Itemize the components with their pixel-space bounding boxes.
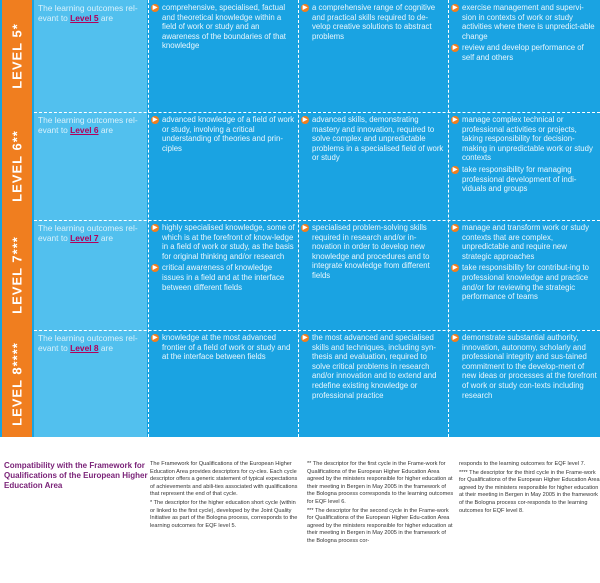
bullet-item (301, 3, 445, 41)
row-label (38, 333, 143, 353)
bullet-text: highly specialised knowledge, some of which is at the forefront of know-ledge in a field of work or study, as the basis for original thinking and/or research (162, 223, 295, 261)
row-label-cell (34, 112, 147, 220)
arrow-bullet-icon: ▶ (452, 225, 458, 231)
row-label-suffix: are (98, 125, 113, 135)
arrow-bullet-icon: ▶ (302, 225, 308, 231)
bullet-item (451, 3, 597, 41)
bullet-text: demonstrate substantial authority, innovation, autonomy, scholarly and professional integrity and sus-tained commitment to the develop-ment of new ideas or processes at the forefront of work or study con-texts including research (462, 333, 597, 400)
bullet-item (151, 115, 295, 153)
row-label (38, 3, 143, 23)
bullet-text: knowledge at the most advanced frontier of a field of work or study and at the interface between fields (162, 333, 291, 362)
level-tab (2, 0, 32, 112)
bullet-item (451, 223, 597, 261)
footnote-column-3 (459, 461, 600, 516)
bullet-text: comprehensive, specialised, factual and theoretical knowledge within a field of work or study and an awareness of the boundaries of that knowledge (162, 3, 286, 51)
bullet-text: advanced skills, demonstrating mastery and innovation, required to solve complex and unpredictable problems in a specialised field of work or study (312, 115, 444, 163)
bullet-text: advanced knowledge of a field of work or study, involving a critical understanding of theories and prin-ciples (162, 115, 295, 153)
row-label-level: Level 5 (70, 13, 99, 23)
row-divider (34, 112, 600, 113)
arrow-bullet-icon: ▶ (452, 117, 458, 123)
level-row (0, 330, 600, 437)
bullet-text: review and develop performance of self and others (462, 43, 584, 62)
bullet-item (451, 115, 597, 163)
arrow-bullet-icon: ▶ (302, 117, 308, 123)
row-label-suffix: are (98, 233, 113, 243)
bullet-item (151, 3, 295, 51)
arrow-bullet-icon: ▶ (152, 5, 158, 11)
footnote-paragraph: * The descriptor for the higher education short cycle (within or linked to the first cycle), developed by the Joint Quality Initiative as part of the Bologna process, corresponds to the learning outcomes for EQF level 5. (150, 499, 298, 529)
arrow-bullet-icon: ▶ (452, 45, 458, 52)
skills-cell (298, 330, 448, 437)
arrow-bullet-icon: ▶ (452, 166, 458, 173)
row-label (38, 115, 143, 135)
row-divider (34, 220, 600, 221)
footnote-paragraph: *** The descriptor for the second cycle in the Frame-work for Qualifications of the European Higher Edu-cation Area agreed by the ministers responsible for higher education at their meeting in Bergen in May 2005 in the framework of the Bologna process cor- (307, 507, 453, 544)
knowledge-cell (148, 112, 298, 220)
arrow-bullet-icon: ▶ (152, 117, 158, 123)
compatibility-heading: Compatibility with the Framework for Qualifications of the European Higher Education Area (4, 461, 148, 490)
bullet-text: take responsibility for managing professional development of indi-viduals and groups (462, 164, 577, 194)
level-row (0, 220, 600, 330)
row-label-prefix: The learning outcomes rel-evant to (38, 223, 138, 243)
arrow-bullet-icon: ▶ (152, 335, 158, 341)
skills-cell (298, 112, 448, 220)
bullet-text: a comprehensive range of cognitive and practical skills required to de-velop creative solutions to abstract problems (312, 3, 436, 41)
row-label-cell (34, 220, 147, 330)
row-label-level: Level 6 (70, 125, 99, 135)
row-label-cell (34, 330, 147, 437)
row-label-level: Level 7 (70, 233, 99, 243)
skills-cell (298, 220, 448, 330)
row-label-suffix: are (98, 13, 113, 23)
bullet-item (151, 263, 295, 292)
bullet-item (301, 333, 445, 400)
footnote-column-1 (150, 461, 302, 531)
row-label-prefix: The learning outcomes rel-evant to (38, 3, 138, 23)
arrow-bullet-icon: ▶ (302, 5, 308, 11)
row-divider (34, 330, 600, 331)
bullet-text: critical awareness of knowledge issues in a field and at the interface between different fields (162, 263, 285, 292)
knowledge-cell (148, 330, 298, 437)
bullet-item (301, 115, 445, 163)
level-tab (2, 112, 32, 220)
skills-cell (298, 0, 448, 112)
row-label (38, 223, 143, 243)
footnote-column-2 (307, 461, 455, 547)
footnote-paragraph: The Framework for Qualifications of the European Higher Education Area provides descriptors for cy-cles. Each cycle descriptor offers a generic statement of typical expectations of achievements and abili-ties associated with qualifications that represent the end of that cycle. (150, 461, 298, 498)
footnote-paragraph: **** The descriptor for the third cycle in the Frame-work for Qualifications of the European Higher Education Area agreed by the ministers responsible for higher education at their meeting in Bergen in May 2005 in the framework of the Bologna process cor-responds to the learning outcomes for EQF level 8. (459, 469, 600, 514)
level-tab (2, 220, 32, 330)
level-title: LEVEL 5* (9, 23, 25, 89)
level-row (0, 112, 600, 220)
bullet-text: manage complex technical or professional activities or projects, taking responsibility for decision-making in unpredictable work or study contexts (462, 115, 593, 163)
competence-cell (448, 330, 600, 437)
row-label-prefix: The learning outcomes rel-evant to (38, 333, 138, 353)
level-title: LEVEL 8**** (9, 341, 25, 426)
row-label-suffix: are (98, 343, 113, 353)
arrow-bullet-icon: ▶ (452, 335, 458, 341)
knowledge-cell (148, 220, 298, 330)
bullet-item (451, 43, 597, 62)
bullet-text: manage and transform work or study contexts that are complex, unpredictable and require new strategic approaches (462, 223, 589, 261)
row-label-prefix: The learning outcomes rel-evant to (38, 115, 138, 135)
level-title: LEVEL 7*** (9, 236, 25, 314)
arrow-bullet-icon: ▶ (452, 265, 458, 272)
row-label-level: Level 8 (70, 343, 99, 353)
bullet-item (151, 333, 295, 362)
level-row (0, 0, 600, 112)
arrow-bullet-icon: ▶ (452, 5, 458, 11)
competence-cell (448, 220, 600, 330)
competence-cell (448, 0, 600, 112)
level-tab (2, 330, 32, 437)
level-title: LEVEL 6** (9, 130, 25, 202)
row-label-cell (34, 0, 147, 112)
bullet-item (151, 223, 295, 261)
knowledge-cell (148, 0, 298, 112)
bullet-text: specialised problem-solving skills required in research and/or in-novation in order to develop new knowledge and procedures and to integrate knowledge from different fields (312, 223, 430, 280)
footer (0, 437, 600, 583)
footnote-paragraph: ** The descriptor for the first cycle in the Frame-work for Qualifications of the European Higher Education Area agreed by the ministers responsible for higher education at their meeting in Bergen in May 2005 in the framework of the Bologna process corresponds to the learning outcomes for EQF level 6. (307, 461, 454, 505)
bullet-text: take responsibility for contribut-ing to professional knowledge and practice and/or for reviewing the strategic performance of teams (462, 263, 589, 302)
bullet-text: exercise management and supervi-sion in contexts of work or study activities where there is unpredict-able change (462, 3, 595, 41)
bullet-text: the most advanced and specialised skills and techniques, including syn-thesis and evaluation, required to solve critical problems in research and/or innovation and to extend and redefine existing knowledge or professional practice (312, 333, 437, 400)
arrow-bullet-icon: ▶ (152, 265, 158, 272)
bullet-item (451, 165, 597, 194)
arrow-bullet-icon: ▶ (302, 335, 308, 341)
arrow-bullet-icon: ▶ (152, 225, 158, 231)
footnote-paragraph: responds to the learning outcomes for EQF level 7. (459, 461, 586, 467)
bullet-item (451, 263, 597, 301)
competence-cell (448, 112, 600, 220)
bullet-item (451, 333, 597, 400)
bullet-item (301, 223, 445, 281)
